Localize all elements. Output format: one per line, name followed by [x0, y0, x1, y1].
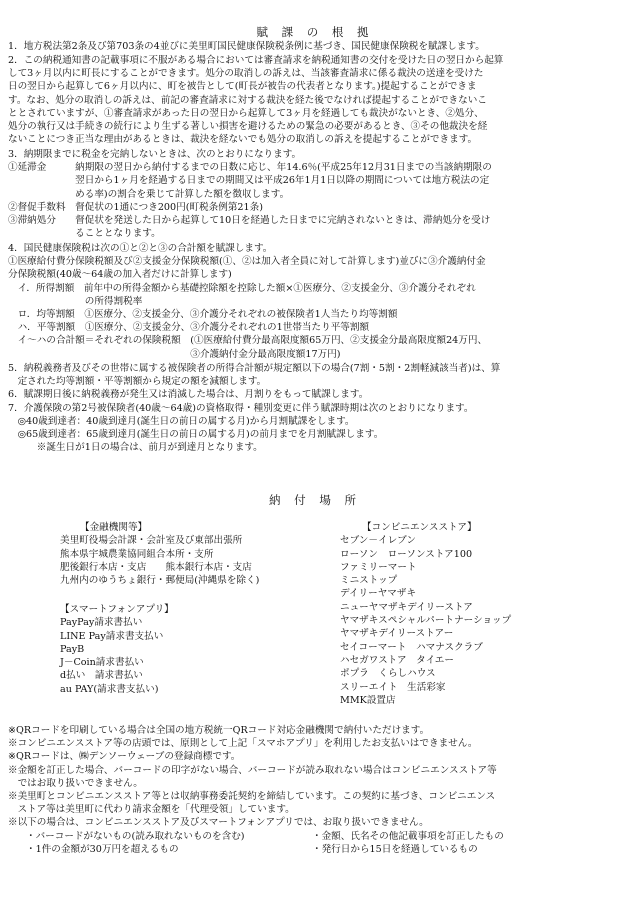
convenience-store-list — [340, 521, 511, 707]
text-line: ロ．均等割額 ①医療分、②支援金分、③介護分それぞれの被保険者1人当たり均等割額 — [8, 309, 398, 321]
text-line: イ．所得割額 前年中の所得金額から基礎控除額を控除した額×①医療分、②支援金分、③介護分それぞれ — [8, 282, 476, 294]
app-item: au PAY(請求書支払い) — [60, 683, 159, 695]
text-line: の所得割税率 — [8, 295, 143, 307]
store-item: ヤマザキスペシャルパートナーショップ — [340, 615, 512, 627]
note-line: ※金額を訂正した場合、バーコードの印字がない場合、バーコードが読み取れない場合はコンビニエンスストア等 — [8, 764, 497, 776]
clause-3 — [8, 148, 492, 240]
text-line: 5．納税義務者及びその世帯に属する被保険者の所得合計額が規定額以下の場合(7割・5割・2割軽減該当者)は、算 — [8, 363, 501, 374]
text-line: ◎40歳到達者：40歳到達月(誕生日の前日の属する月)から月割賦課をします。 — [8, 415, 355, 427]
app-item: PayB — [60, 643, 85, 655]
text-line: ることとなります。 — [8, 228, 161, 240]
exclusion-item: ・発行日から15日を経過しているもの — [312, 844, 478, 856]
text-line: 2．この納税通知書の記載事項に不服がある場合においては審査請求を納税通知書の交付を受けた日の翌日から起算 — [8, 55, 504, 66]
text-line: ととされていますが、①審査請求があった日の翌日から起算して3ヶ月を経過しても裁決がないとき、②処分、 — [8, 107, 484, 119]
text-line: ①医療給付費分保険税額及び②支援金分保険税額(①、②は加入者全員に対して計算します)並びに③介護納付金 — [8, 256, 486, 268]
text-line: 日の翌日から起算して6ヶ月以内に、町を被告として(町長が被告の代表者となります。)提起することができま — [8, 81, 477, 93]
text-line: ハ．平等割額 ①医療分、②支援金分、③介護分それぞれの1世帯当たり平等割額 — [8, 322, 370, 334]
note-line: ※QRコードは、㈱デンソーウェーブの登録商標です。 — [8, 751, 241, 763]
section-title-basis: 賦 課 の 根 拠 — [256, 25, 374, 39]
exclusion-item: ・金額、氏名その他記載事項を訂正したもの — [312, 831, 504, 842]
store-item: セイコーマート ハマナスクラブ — [340, 641, 483, 653]
note-line: ※以下の場合は、コンビニエンスストア及びスマートフォンアプリでは、お取り扱いできません。 — [8, 817, 429, 829]
exclusion-list-right — [312, 830, 504, 856]
bank-list-header: 【金融機関等】 — [80, 522, 148, 533]
store-item: ポプラ くらしハウス — [340, 668, 436, 680]
text-line: 7．介護保険の第2号被保険者(40歳～64歳)の資格取得・種別変更に伴う賦課時期は次のとおりになります。 — [8, 402, 474, 414]
clause-1 — [8, 40, 485, 53]
store-list-header: 【コンビニエンスストア】 — [362, 522, 477, 533]
note-line: ※コンビニエンスストア等の店頭では、原則として上記「スマホアプリ」を利用したお支払いはできません。 — [8, 738, 478, 750]
store-item: ミニストップ — [340, 575, 398, 587]
text-line: して3ヶ月以内に町長にすることができます。処分の取消しの訴えは、当該審査請求に係る裁決の送達を受けた — [8, 68, 484, 80]
text-line: 定された均等割額・平等割額から規定の額を減額します。 — [8, 376, 267, 388]
text-line: ②督促手数料 督促状の1通につき200円(町税条例第21条) — [8, 201, 263, 213]
text-line: イ～ハの合計額＝それぞれの保険税額 (①医療給付費分最高限度額65万円、②支援金分最高限度額24万円、 — [8, 335, 488, 347]
app-list-header: 【スマートフォンアプリ】 — [60, 604, 174, 615]
store-item: デイリーヤマザキ — [340, 588, 417, 600]
note-line: ストア等は美里町に代わり請求金額を「代理受領」しています。 — [8, 804, 295, 816]
clause-2 — [8, 54, 503, 146]
store-item: ハセガワストア タイエー — [340, 654, 454, 666]
text-line: ないことにつき正当な理由があるときは、裁決を経ないでも処分の取消しの訴えを提起することができます。 — [8, 134, 478, 146]
text-line: 3．納期限までに税金を完納しないときは、次のとおりになります。 — [8, 149, 302, 160]
text-line: ①延滞金 納期限の翌日から納付するまでの日数に応じ、年14.6％(平成25年12月31日までの当該納期限の — [8, 162, 492, 174]
text-line: 4．国民健康保険税は次の①と②と③の合計額を賦課します。 — [8, 243, 273, 254]
store-item: ローソン ローソンストア100 — [340, 548, 473, 560]
text-line: める率)の割合を乗じて計算した額を徴収します。 — [8, 188, 290, 200]
text-line: 6．賦課期日後に納税義務が発生又は消滅した場合は、月割りをもって賦課します。 — [8, 389, 369, 401]
bank-item: 美里町役場会計課・会計室及び東部出張所 — [60, 535, 243, 547]
text-line: 処分の執行又は手続きの続行により生ずる著しい損害を避けるための緊急の必要があるとき、③その他裁決を経 — [8, 121, 488, 133]
clause-5-to-7 — [8, 362, 500, 454]
app-item: PayPay請求書払い — [60, 617, 143, 629]
app-item: d払い 請求書払い — [60, 670, 143, 682]
text-line: 1．地方税法第2条及び第703条の4並びに美里町国民健康保険税条例に基づき、国民健康保険税を賦課します。 — [8, 41, 485, 52]
note-line: ※美里町とコンビニエンスストア等とは収納事務委託契約を締結しています。この契約に基づき、コンビニエンス — [8, 791, 496, 803]
note-line: ではお取り扱いできません。 — [8, 777, 143, 789]
store-item: ニューヤマザキデイリーストア — [340, 601, 473, 613]
store-item: MMK設置店 — [340, 694, 396, 706]
text-line: ③介護納付金分最高限度額17万円) — [8, 348, 341, 360]
payment-notes — [8, 724, 497, 830]
exclusion-item: ・1件の金額が30万円を超えるもの — [26, 844, 179, 856]
store-item: セブン－イレブン — [340, 535, 416, 547]
text-line: ③滞納処分 督促状を発送した日から起算して10日を経過した日までに完納されないときは、滞納処分を受け — [8, 215, 491, 227]
text-line: 翌日から1ヶ月を経過する日までの期間又は平成26年1月1日以降の期間については地方税法の定 — [8, 175, 490, 187]
text-line: ◎65歳到達者：65歳到達月(誕生日の前日の属する月)の前月までを月割賦課します。 — [8, 429, 384, 441]
app-item: J－Coin請求書払い — [60, 657, 144, 669]
note-line: ※QRコードを印刷している場合は全国の地方税統一QRコード対応金融機関で納付いただけます。 — [8, 725, 430, 736]
exclusion-item: ・バーコードがないもの(読み取れないものを含む) — [26, 831, 245, 842]
text-line: 分保険税額(40歳～64歳の加入者だけに計算します) — [8, 269, 232, 281]
clause-4 — [8, 242, 487, 361]
bank-item: 九州内のゆうちょ銀行・郵便局(沖縄県を除く) — [60, 575, 260, 587]
section-title-payment-places: 納 付 場 所 — [269, 493, 361, 507]
smartphone-app-list — [60, 603, 174, 696]
store-item: ヤマザキデイリーストアー — [340, 628, 454, 640]
bank-item: 肥後銀行本店・支店 熊本銀行本店・支店 — [60, 561, 252, 573]
bank-list — [60, 521, 259, 587]
store-item: スリーエイト 生活彩家 — [340, 681, 446, 693]
app-item: LINE Pay請求書支払い — [60, 630, 164, 642]
exclusion-list-left — [26, 830, 245, 856]
store-item: ファミリーマート — [340, 561, 417, 573]
bank-item: 熊本県宇城農業協同組合本所・支所 — [60, 548, 214, 560]
text-line: す。なお、処分の取消しの訴えは、前記の審査請求に対する裁決を経た後でなければ提起することができないこ — [8, 94, 487, 106]
text-line: ※誕生日が1日の場合は、前月が到達月となります。 — [8, 442, 263, 454]
